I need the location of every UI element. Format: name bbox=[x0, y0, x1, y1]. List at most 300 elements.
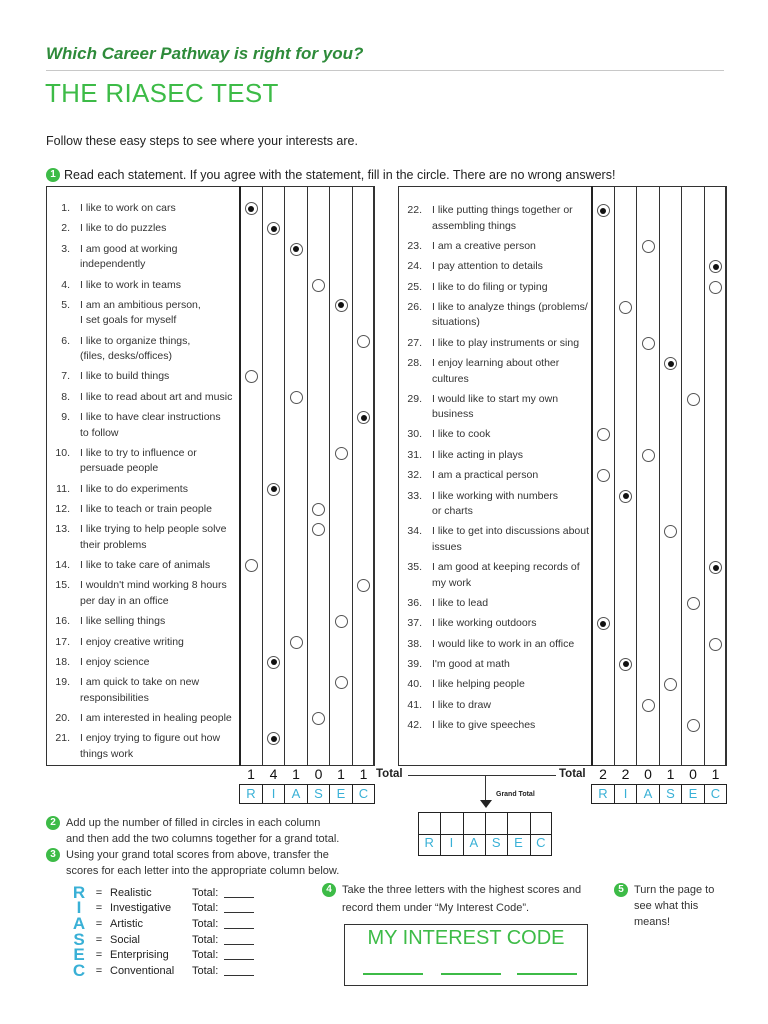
question-number: 18. bbox=[55, 655, 70, 668]
question-text bbox=[432, 427, 490, 443]
grand-total-arrow-head bbox=[480, 800, 492, 808]
question-text-line: I would like to work in an office bbox=[432, 637, 575, 650]
question-text-line: responsibilities bbox=[80, 691, 149, 704]
question-number: 30. bbox=[407, 428, 422, 441]
grid-column-line-right bbox=[614, 186, 615, 766]
letter-divider bbox=[659, 784, 660, 804]
grid-column-line-left bbox=[307, 186, 308, 766]
grid-column-line-left bbox=[239, 186, 241, 766]
equals-sign: = bbox=[95, 949, 103, 962]
question-number: 20. bbox=[55, 712, 70, 724]
question-text bbox=[80, 731, 220, 762]
total-value-right: 1 bbox=[711, 766, 720, 782]
question-text bbox=[80, 502, 212, 518]
question-text bbox=[432, 336, 579, 352]
column-letter-right: R bbox=[598, 786, 608, 801]
question-number: 3. bbox=[61, 242, 70, 255]
column-letter-right: I bbox=[623, 786, 628, 801]
step-3-line-1: Using your grand total scores from above, transfer the bbox=[66, 849, 329, 861]
total-label: Total: bbox=[192, 933, 219, 946]
question-text bbox=[432, 259, 543, 275]
grand-total-divider bbox=[530, 812, 531, 856]
question-text-line: or charts bbox=[432, 505, 473, 518]
total-value-left: 1 bbox=[359, 766, 368, 782]
question-number: 16. bbox=[55, 615, 70, 628]
letter-divider bbox=[352, 784, 353, 804]
question-number: 7. bbox=[61, 370, 70, 383]
question-left-5 bbox=[46, 298, 201, 329]
total-value-left: 1 bbox=[337, 766, 345, 782]
letter-divider bbox=[329, 784, 330, 804]
grid-column-line-right bbox=[659, 186, 660, 766]
question-text bbox=[80, 201, 176, 217]
question-right-1 bbox=[398, 203, 573, 234]
answer-circle[interactable] bbox=[335, 676, 348, 689]
question-text-line: I am an ambitious person, bbox=[80, 298, 201, 311]
question-text-line: I enjoy science bbox=[80, 655, 150, 668]
question-text bbox=[80, 655, 149, 671]
question-text-line: their problems bbox=[80, 538, 147, 551]
total-blank-field[interactable] bbox=[224, 919, 254, 929]
question-number: 25. bbox=[407, 280, 422, 293]
question-number: 13. bbox=[55, 523, 70, 536]
total-blank-field[interactable] bbox=[224, 950, 254, 960]
question-right-18 bbox=[398, 657, 510, 673]
question-text-line: I like to take care of animals bbox=[80, 559, 211, 571]
question-number: 19. bbox=[55, 676, 70, 689]
grand-total-letter: A bbox=[469, 835, 479, 850]
riasec-letter: A bbox=[72, 913, 86, 933]
question-text bbox=[80, 334, 190, 365]
riasec-letter: C bbox=[72, 960, 86, 980]
letter-divider bbox=[262, 784, 263, 804]
question-text-line: my work bbox=[432, 576, 472, 589]
answer-circle[interactable] bbox=[267, 483, 280, 496]
question-text-line: I am a creative person bbox=[432, 239, 536, 252]
riasec-name: Enterprising bbox=[110, 949, 169, 962]
question-text-line: I set goals for myself bbox=[80, 314, 177, 327]
question-text-line: I like to read about art and music bbox=[80, 390, 233, 403]
question-right-8 bbox=[398, 392, 558, 423]
riasec-key-row bbox=[70, 913, 254, 933]
answer-circle[interactable] bbox=[687, 597, 700, 610]
question-text bbox=[432, 392, 558, 423]
step-2-line-1: Add up the number of filled in circles in each column bbox=[66, 817, 321, 829]
grid-column-line-right bbox=[636, 186, 637, 766]
question-text-line: I like to work in teams bbox=[80, 278, 181, 291]
total-value-right: 1 bbox=[666, 766, 675, 782]
answer-circle[interactable] bbox=[335, 615, 348, 628]
answer-circle[interactable] bbox=[290, 391, 303, 404]
intro-text: Follow these easy steps to see where your interests are. bbox=[46, 134, 358, 148]
step-5-line-2: see what this bbox=[634, 900, 699, 912]
question-left-2 bbox=[46, 221, 166, 237]
question-text-line: situations) bbox=[432, 316, 480, 329]
question-number: 35. bbox=[407, 561, 422, 573]
question-text-line: I am good at keeping records of bbox=[432, 561, 580, 573]
answer-circle[interactable] bbox=[335, 447, 348, 460]
grand-total-letter: S bbox=[491, 835, 501, 850]
question-number: 21. bbox=[55, 732, 70, 745]
question-text bbox=[432, 448, 523, 464]
question-text-line: I enjoy learning about other bbox=[432, 357, 560, 369]
total-blank-field[interactable] bbox=[224, 935, 254, 945]
question-text-line: I like to draw bbox=[432, 698, 491, 711]
question-right-16 bbox=[398, 616, 536, 632]
letter-divider bbox=[704, 784, 705, 804]
answer-circle[interactable] bbox=[597, 469, 610, 482]
question-text-line: independently bbox=[80, 258, 146, 271]
grand-total-label: Grand Total bbox=[496, 791, 535, 798]
answer-circle[interactable] bbox=[687, 393, 700, 406]
total-label: Total: bbox=[192, 902, 219, 915]
question-number: 41. bbox=[407, 698, 422, 711]
question-text bbox=[80, 482, 188, 498]
question-text bbox=[80, 522, 227, 553]
step-1-number: 1 bbox=[46, 168, 60, 182]
answer-circle[interactable] bbox=[245, 559, 258, 572]
step-5-number: 5 bbox=[614, 883, 628, 897]
question-number: 31. bbox=[407, 448, 422, 461]
question-number: 4. bbox=[61, 278, 70, 291]
interest-code-blank-2[interactable] bbox=[441, 973, 501, 975]
total-connector bbox=[408, 775, 556, 776]
equals-sign: = bbox=[95, 964, 103, 977]
answer-circle[interactable] bbox=[290, 636, 303, 649]
riasec-name: Social bbox=[110, 933, 140, 946]
riasec-key-row bbox=[70, 898, 254, 918]
question-right-4 bbox=[398, 280, 548, 296]
answer-circle[interactable] bbox=[335, 299, 348, 312]
question-text-line: I like to build things bbox=[80, 370, 170, 383]
question-number: 5. bbox=[61, 298, 70, 311]
grid-column-line-right bbox=[704, 186, 705, 766]
riasec-letter: R bbox=[72, 882, 86, 902]
interest-code-blank-3[interactable] bbox=[517, 973, 577, 975]
question-text-line: issues bbox=[432, 540, 462, 553]
answer-circle[interactable] bbox=[642, 337, 655, 350]
column-letter-right: C bbox=[710, 786, 721, 801]
answer-circle[interactable] bbox=[245, 202, 258, 215]
grid-column-line-right bbox=[681, 186, 682, 766]
question-text bbox=[432, 616, 536, 632]
riasec-name: Artistic bbox=[110, 917, 143, 930]
divider bbox=[46, 70, 724, 71]
question-number: 28. bbox=[407, 357, 422, 369]
column-letter-left: E bbox=[336, 786, 346, 801]
question-text-line: I am a practical person bbox=[432, 469, 539, 482]
grand-total-arrow-line bbox=[485, 776, 486, 800]
question-right-12 bbox=[398, 489, 558, 520]
question-number: 22. bbox=[407, 204, 422, 216]
total-blank-field[interactable] bbox=[224, 966, 254, 976]
question-number: 39. bbox=[407, 657, 422, 670]
riasec-key-row bbox=[70, 929, 254, 949]
total-value-right: 2 bbox=[599, 766, 607, 782]
question-text bbox=[80, 614, 165, 630]
grid-column-line-left bbox=[262, 186, 263, 766]
equals-sign: = bbox=[95, 902, 103, 915]
step-2-line-2: and then add the two columns together for a grand total. bbox=[66, 833, 340, 845]
column-letter-left: I bbox=[271, 786, 276, 801]
question-left-11 bbox=[46, 482, 188, 498]
answer-circle[interactable] bbox=[687, 719, 700, 732]
question-right-2 bbox=[398, 239, 536, 255]
grand-total-divider bbox=[485, 812, 486, 856]
question-text-line: I enjoy trying to figure out how bbox=[80, 732, 221, 745]
question-text bbox=[80, 446, 197, 477]
question-text-line: I pay attention to details bbox=[432, 260, 543, 273]
grid-column-line-right bbox=[726, 186, 727, 766]
question-number: 27. bbox=[407, 336, 422, 349]
question-text bbox=[432, 677, 525, 693]
total-label: Total: bbox=[192, 949, 219, 962]
total-value-right: 0 bbox=[689, 766, 697, 782]
riasec-name: Investigative bbox=[110, 902, 172, 915]
question-left-12 bbox=[46, 502, 212, 518]
question-left-13 bbox=[46, 522, 227, 553]
answer-circle[interactable] bbox=[245, 370, 258, 383]
equals-sign: = bbox=[95, 917, 103, 930]
question-text bbox=[432, 356, 559, 387]
grid-column-line-left bbox=[284, 186, 285, 766]
question-right-6 bbox=[398, 336, 579, 352]
question-text bbox=[80, 221, 166, 237]
question-text-line: I like working outdoors bbox=[432, 617, 537, 630]
question-text bbox=[432, 468, 538, 484]
step-5 bbox=[614, 882, 714, 930]
question-left-9 bbox=[46, 410, 221, 441]
letter-divider bbox=[307, 784, 308, 804]
question-text-line: I like to play instruments or sing bbox=[432, 336, 580, 349]
question-number: 36. bbox=[407, 596, 422, 609]
answer-circle[interactable] bbox=[357, 335, 370, 348]
question-text bbox=[432, 698, 491, 714]
column-letter-left: S bbox=[314, 786, 323, 801]
question-text-line: I like helping people bbox=[432, 678, 525, 691]
total-label: Total: bbox=[192, 917, 219, 930]
question-number: 42. bbox=[407, 719, 422, 732]
answer-circle[interactable] bbox=[709, 281, 722, 294]
question-number: 37. bbox=[407, 617, 422, 630]
question-text bbox=[432, 718, 535, 734]
question-text bbox=[432, 280, 548, 296]
page-title: THE RIASEC TEST bbox=[45, 78, 279, 108]
question-text bbox=[80, 675, 199, 706]
grand-total-divider bbox=[463, 812, 464, 856]
question-left-20 bbox=[46, 711, 232, 727]
riasec-letter: E bbox=[73, 945, 85, 965]
question-left-8 bbox=[46, 390, 232, 406]
riasec-key-row bbox=[70, 947, 254, 963]
question-right-11 bbox=[398, 468, 538, 484]
kicker-heading: Which Career Pathway is right for you? bbox=[46, 44, 364, 63]
total-label: Total: bbox=[192, 886, 219, 899]
riasec-name: Realistic bbox=[110, 886, 152, 899]
grid-column-line-left bbox=[374, 186, 375, 766]
equals-sign: = bbox=[95, 886, 103, 899]
question-text-line: I like to lead bbox=[432, 596, 489, 609]
question-right-13 bbox=[398, 524, 589, 555]
grand-total-letter: R bbox=[424, 835, 434, 850]
total-label-left: Total bbox=[376, 768, 403, 780]
question-text-line: I like acting in plays bbox=[432, 448, 524, 461]
interest-code-blank-1[interactable] bbox=[363, 973, 423, 975]
step-2 bbox=[46, 815, 339, 847]
grand-total-letter: E bbox=[514, 835, 523, 850]
column-letter-left: C bbox=[358, 786, 369, 801]
riasec-key-row bbox=[70, 882, 254, 902]
question-left-6 bbox=[46, 334, 190, 365]
total-value-left: 0 bbox=[314, 766, 323, 782]
question-left-16 bbox=[46, 614, 165, 630]
step-1-text: Read each statement. If you agree with the statement, fill in the circle. There are no wrong answers! bbox=[64, 168, 616, 182]
riasec-letter: I bbox=[76, 898, 82, 918]
question-text-line: to follow bbox=[80, 426, 119, 439]
question-number: 2. bbox=[61, 222, 70, 235]
question-text-line: (files, desks/offices) bbox=[80, 350, 173, 363]
question-number: 34. bbox=[407, 525, 422, 538]
question-text-line: I wouldn't mind working 8 hours bbox=[80, 579, 227, 592]
question-text-line: I like to organize things, bbox=[80, 334, 191, 347]
total-blank-field[interactable] bbox=[224, 888, 254, 898]
question-right-19 bbox=[398, 677, 525, 693]
question-text bbox=[80, 635, 184, 651]
total-value-left: 1 bbox=[247, 766, 255, 782]
grand-total-divider bbox=[507, 812, 508, 856]
question-text bbox=[80, 278, 181, 294]
question-text-line: I like trying to help people solve bbox=[80, 523, 227, 536]
question-text-line: I like working with numbers bbox=[432, 489, 559, 502]
question-number: 11. bbox=[56, 482, 70, 495]
question-text bbox=[432, 637, 574, 653]
question-text bbox=[80, 558, 210, 574]
letter-divider bbox=[636, 784, 637, 804]
answer-circle[interactable] bbox=[642, 699, 655, 712]
question-left-17 bbox=[46, 635, 184, 651]
question-text-line: I like to have clear instructions bbox=[80, 411, 221, 424]
question-number: 9. bbox=[61, 411, 70, 424]
question-text bbox=[432, 239, 536, 255]
question-number: 15. bbox=[55, 579, 70, 592]
question-text-line: I like to do puzzles bbox=[80, 222, 167, 235]
question-text bbox=[80, 410, 221, 441]
grand-total-letter: I bbox=[449, 835, 454, 850]
question-left-19 bbox=[46, 675, 199, 706]
question-left-21 bbox=[46, 731, 220, 762]
question-right-7 bbox=[398, 356, 559, 387]
total-blank-field[interactable] bbox=[224, 903, 254, 913]
question-right-5 bbox=[398, 300, 588, 331]
question-number: 17. bbox=[55, 635, 70, 648]
step-2-number: 2 bbox=[46, 816, 60, 830]
answer-circle[interactable] bbox=[597, 204, 610, 217]
question-text bbox=[432, 203, 573, 234]
question-left-7 bbox=[46, 369, 169, 385]
column-letter-left: R bbox=[246, 786, 256, 801]
question-text-line: I'm good at math bbox=[432, 657, 510, 670]
question-text-line: I like putting things together or bbox=[432, 204, 573, 216]
question-number: 23. bbox=[407, 239, 422, 252]
question-text bbox=[80, 711, 232, 727]
question-left-10 bbox=[46, 446, 197, 477]
question-number: 40. bbox=[407, 678, 422, 691]
question-text bbox=[432, 657, 510, 673]
total-value-left: 1 bbox=[292, 766, 300, 782]
question-text-line: I like selling things bbox=[80, 615, 166, 628]
step-4 bbox=[322, 882, 581, 916]
step-3 bbox=[46, 847, 339, 879]
step-3-number: 3 bbox=[46, 848, 60, 862]
question-number: 33. bbox=[407, 489, 422, 502]
question-right-10 bbox=[398, 448, 523, 464]
step-4-number: 4 bbox=[322, 883, 336, 897]
answer-circle[interactable] bbox=[709, 638, 722, 651]
question-text-line: I like to get into discussions about bbox=[432, 525, 590, 538]
total-label: Total: bbox=[192, 964, 219, 977]
question-right-17 bbox=[398, 637, 574, 653]
question-number: 1. bbox=[61, 202, 70, 214]
interest-code-title: MY INTEREST CODE bbox=[367, 927, 565, 949]
step-5-line-3: means! bbox=[634, 916, 671, 928]
total-value-right: 2 bbox=[621, 766, 630, 782]
question-text bbox=[80, 242, 177, 273]
question-left-3 bbox=[46, 242, 177, 273]
question-number: 10. bbox=[55, 446, 70, 459]
question-right-9 bbox=[398, 427, 490, 443]
grid-column-line-left bbox=[352, 186, 353, 766]
question-text-line: I like to analyze things (problems/ bbox=[432, 300, 588, 313]
column-letter-left: A bbox=[291, 786, 301, 801]
answer-circle[interactable] bbox=[642, 449, 655, 462]
question-text bbox=[80, 369, 169, 385]
question-text-line: I like to do filing or typing bbox=[432, 280, 548, 293]
answer-circle[interactable] bbox=[619, 490, 632, 503]
letter-divider bbox=[681, 784, 682, 804]
question-text-line: business bbox=[432, 408, 474, 421]
grid-column-line-left bbox=[329, 186, 330, 766]
answer-circle[interactable] bbox=[312, 279, 325, 292]
question-text-line: I like to cook bbox=[432, 428, 491, 441]
step-4-line-2: record them under “My Interest Code”. bbox=[342, 902, 530, 914]
question-text-line: I like to try to influence or bbox=[80, 446, 197, 459]
question-text-line: I am good at working bbox=[80, 242, 178, 255]
total-label-right: Total bbox=[559, 768, 586, 780]
question-number: 26. bbox=[407, 300, 422, 313]
question-text bbox=[80, 298, 201, 329]
question-number: 6. bbox=[61, 334, 70, 347]
question-text bbox=[432, 489, 558, 520]
question-number: 29. bbox=[407, 392, 422, 405]
answer-circle[interactable] bbox=[642, 240, 655, 253]
question-number: 12. bbox=[55, 502, 70, 515]
question-left-18 bbox=[46, 655, 149, 671]
question-number: 8. bbox=[61, 390, 70, 403]
total-value-left: 4 bbox=[269, 766, 278, 782]
question-right-20 bbox=[398, 698, 491, 714]
question-text-line: I like to teach or train people bbox=[80, 502, 212, 515]
step-1 bbox=[46, 168, 615, 182]
riasec-key-row bbox=[70, 960, 254, 980]
question-text-line: cultures bbox=[432, 372, 469, 385]
question-text-line: I like to do experiments bbox=[80, 482, 188, 495]
question-text bbox=[432, 524, 589, 555]
step-3-line-2: scores for each letter into the appropriate column below. bbox=[66, 865, 340, 877]
answer-circle[interactable] bbox=[290, 243, 303, 256]
question-left-14 bbox=[46, 558, 210, 574]
answer-circle[interactable] bbox=[597, 617, 610, 630]
total-value-right: 0 bbox=[644, 766, 652, 782]
